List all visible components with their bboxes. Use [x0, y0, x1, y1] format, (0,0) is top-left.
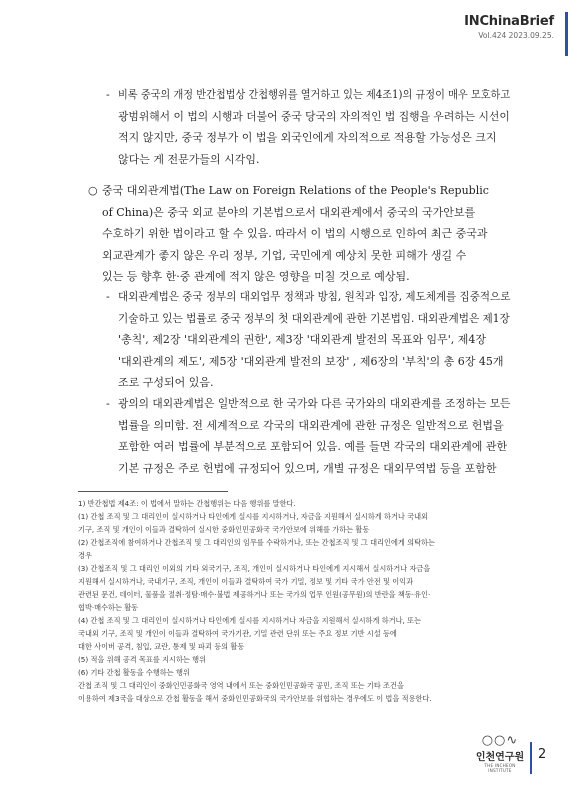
- paragraph-line: 외교관계가 좋지 않은 우리 정부, 기업, 국민에게 예상치 못한 피해가 생길 수: [102, 248, 467, 262]
- footnote-line: 협박·매수하는 활동: [78, 603, 139, 612]
- footnote-line: (1) 간첩 조직 및 그 대리인이 실시하거나 타인에게 실시를 지시하거나, 자금을 지원해서 실시하게 하거나 국내외: [78, 512, 428, 521]
- paragraph-line: 않다는 게 전문가들의 시각임.: [118, 152, 260, 166]
- footnote-line: 경우: [78, 551, 92, 560]
- paragraph-line: 기술하고 있는 법률로 중국 정부의 첫 대외관계에 관한 기본법임. 대외관계법은 제1장: [118, 311, 510, 325]
- paragraph-line: 적지 않지만, 중국 정부가 이 법을 외국인에게 자의적으로 적용할 가능성은 크지: [118, 131, 497, 144]
- paragraph-line: 광의의 대외관계법은 일반적으로 한 국가와 다른 국가와의 대외관계를 조정하는 모든: [118, 397, 511, 410]
- header-accent-bar: [565, 12, 568, 56]
- paragraph-line: 조로 구성되어 있음.: [118, 376, 214, 389]
- footnote-line: 지원해서 실시하거나, 국내기구, 조직, 개인이 이들과 결탁하여 국가 기밀, 정보 및 기타 국가 안전 및 이익과: [78, 577, 414, 586]
- footnote-line: 기구, 조직 및 개인이 이들과 결탁하여 실시한 중화인민공화국 국가안보에 위해를 가하는 활동: [78, 525, 370, 534]
- paragraph-line: 중국 대외관계법(The Law on Foreign Relations of the People's Republic: [102, 184, 489, 197]
- paragraph-marker: -: [106, 290, 110, 303]
- paragraph-line: of China)은 중국 외교 분야의 기본법으로서 대외관계에서 중국의 국가안보를: [102, 205, 476, 219]
- paragraph-line: 있는 등 향후 한·중 관계에 적지 않은 영향을 미칠 것으로 예상됨.: [102, 270, 410, 283]
- paragraph-line: '총칙', 제2장 '대외관계의 권한', 제3장 '대외관계 발전의 목표와 임무', 제4장: [118, 333, 486, 346]
- footnote-line: (4) 간첩 조직 및 그 대리인이 실시하거나 타인에게 실시를 지시하거나 자금을 지원해서 실시하게 하거나, 또는: [78, 616, 422, 625]
- footnote-line: 관련된 문건, 데이터, 물품을 절취·정탐·매수·불법 제공하거나 또는 국가의 업무 인원(공무원)의 반란을 책동·유인·: [78, 590, 431, 599]
- institute-logo: [474, 733, 526, 773]
- paragraph-line: 수호하기 위한 법이라고 할 수 있음. 따라서 이 법의 시행으로 인하여 최근 중국과: [102, 227, 488, 240]
- volume-date: Vol.424 2023.09.25.: [478, 31, 554, 40]
- page-number-bar: [530, 742, 532, 774]
- brand-title: INChinaBrief: [464, 14, 554, 29]
- logo-circles-icon: ○○∿: [481, 733, 519, 748]
- footnote-line: (6) 기타 간첩 활동을 수행하는 행위: [78, 668, 190, 677]
- page-number: 2: [538, 747, 547, 762]
- page-header: [464, 14, 554, 40]
- paragraph-marker: -: [106, 397, 110, 410]
- paragraph-marker: -: [106, 88, 110, 101]
- paragraph-line: 광범위해서 이 법의 시행과 더불어 중국 당국의 자의적인 법 집행을 우려하는 시선이: [118, 109, 510, 123]
- paragraph-line: 비록 중국의 개정 반간첩법상 간첩행위를 열거하고 있는 제4조1)의 규정이 매우 모호하고: [118, 88, 511, 101]
- paragraph: [118, 286, 510, 394]
- paragraph-line: '대외관계의 제도', 제5장 '대외관계 발전의 보장' , 제6장의 '부칙'의 총 6장 45개: [118, 354, 504, 368]
- footnote-divider: [78, 491, 228, 492]
- paragraph: [118, 393, 510, 479]
- footnote-line: 1) 반간첩법 제4조: 이 법에서 말하는 간첩행위는 다음 행위를 말한다.: [78, 499, 296, 508]
- logo-subtext: THE INCHEON INSTITUTE: [484, 763, 516, 773]
- footnote-line: 대한 사이버 공격, 침입, 교란, 통제 및 파괴 등의 활동: [78, 642, 245, 651]
- footnote-line: (5) 적을 위해 공격 목표를 지시하는 행위: [78, 655, 207, 664]
- paragraph-line: 법률을 의미함. 전 세계적으로 각국의 대외관계에 관한 규정은 일반적으로 헌법을: [118, 418, 504, 432]
- footnote-line: 이용하여 제3국을 대상으로 간첩 활동을 해서 중화인민공화국의 국가안보를 위협하는 경우에도 이 법을 적용한다.: [78, 694, 432, 703]
- footnote: [78, 497, 508, 705]
- footnote-line: 간첩 조직 및 그 대리인이 중화인민공화국 영역 내에서 또는 중화인민공화국 공민, 조직 또는 기타 조건을: [78, 681, 404, 690]
- paragraph-marker: ○: [88, 184, 98, 197]
- footnote-line: 국내외 기구, 조직 및 개인이 이들과 결탁하여 국가기관, 기밀 관련 단위 또는 주요 정보 기반 시설 등에: [78, 629, 397, 638]
- paragraph-line: 포함한 여러 법률에 부분적으로 포함되어 있음. 예를 들면 각국의 대외관계에 관한: [118, 440, 508, 453]
- paragraph: [102, 180, 510, 288]
- footnote-line: (3) 간첩조직 및 그 대리인 이외의 기타 외국기구, 조직, 개인이 실시하거나 타인에게 지시해서 실시하거나 자금을: [78, 564, 431, 573]
- footnote-line: (2) 간첩조직에 참여하거나 간첩조직 및 그 대리인의 임무를 수락하거나, 또는 간첩조직 및 그 대리인에게 의탁하는: [78, 538, 435, 547]
- paragraph-line: 대외관계법은 중국 정부의 대외업무 정책과 방침, 원칙과 입장, 제도체계를 집중적으로: [118, 290, 511, 303]
- paragraph: [118, 84, 510, 170]
- logo-text: 인천연구원: [475, 752, 525, 763]
- paragraph-line: 기본 규정은 주로 헌법에 규정되어 있으며, 개별 규정은 대외무역법 등을 포함한: [118, 461, 497, 475]
